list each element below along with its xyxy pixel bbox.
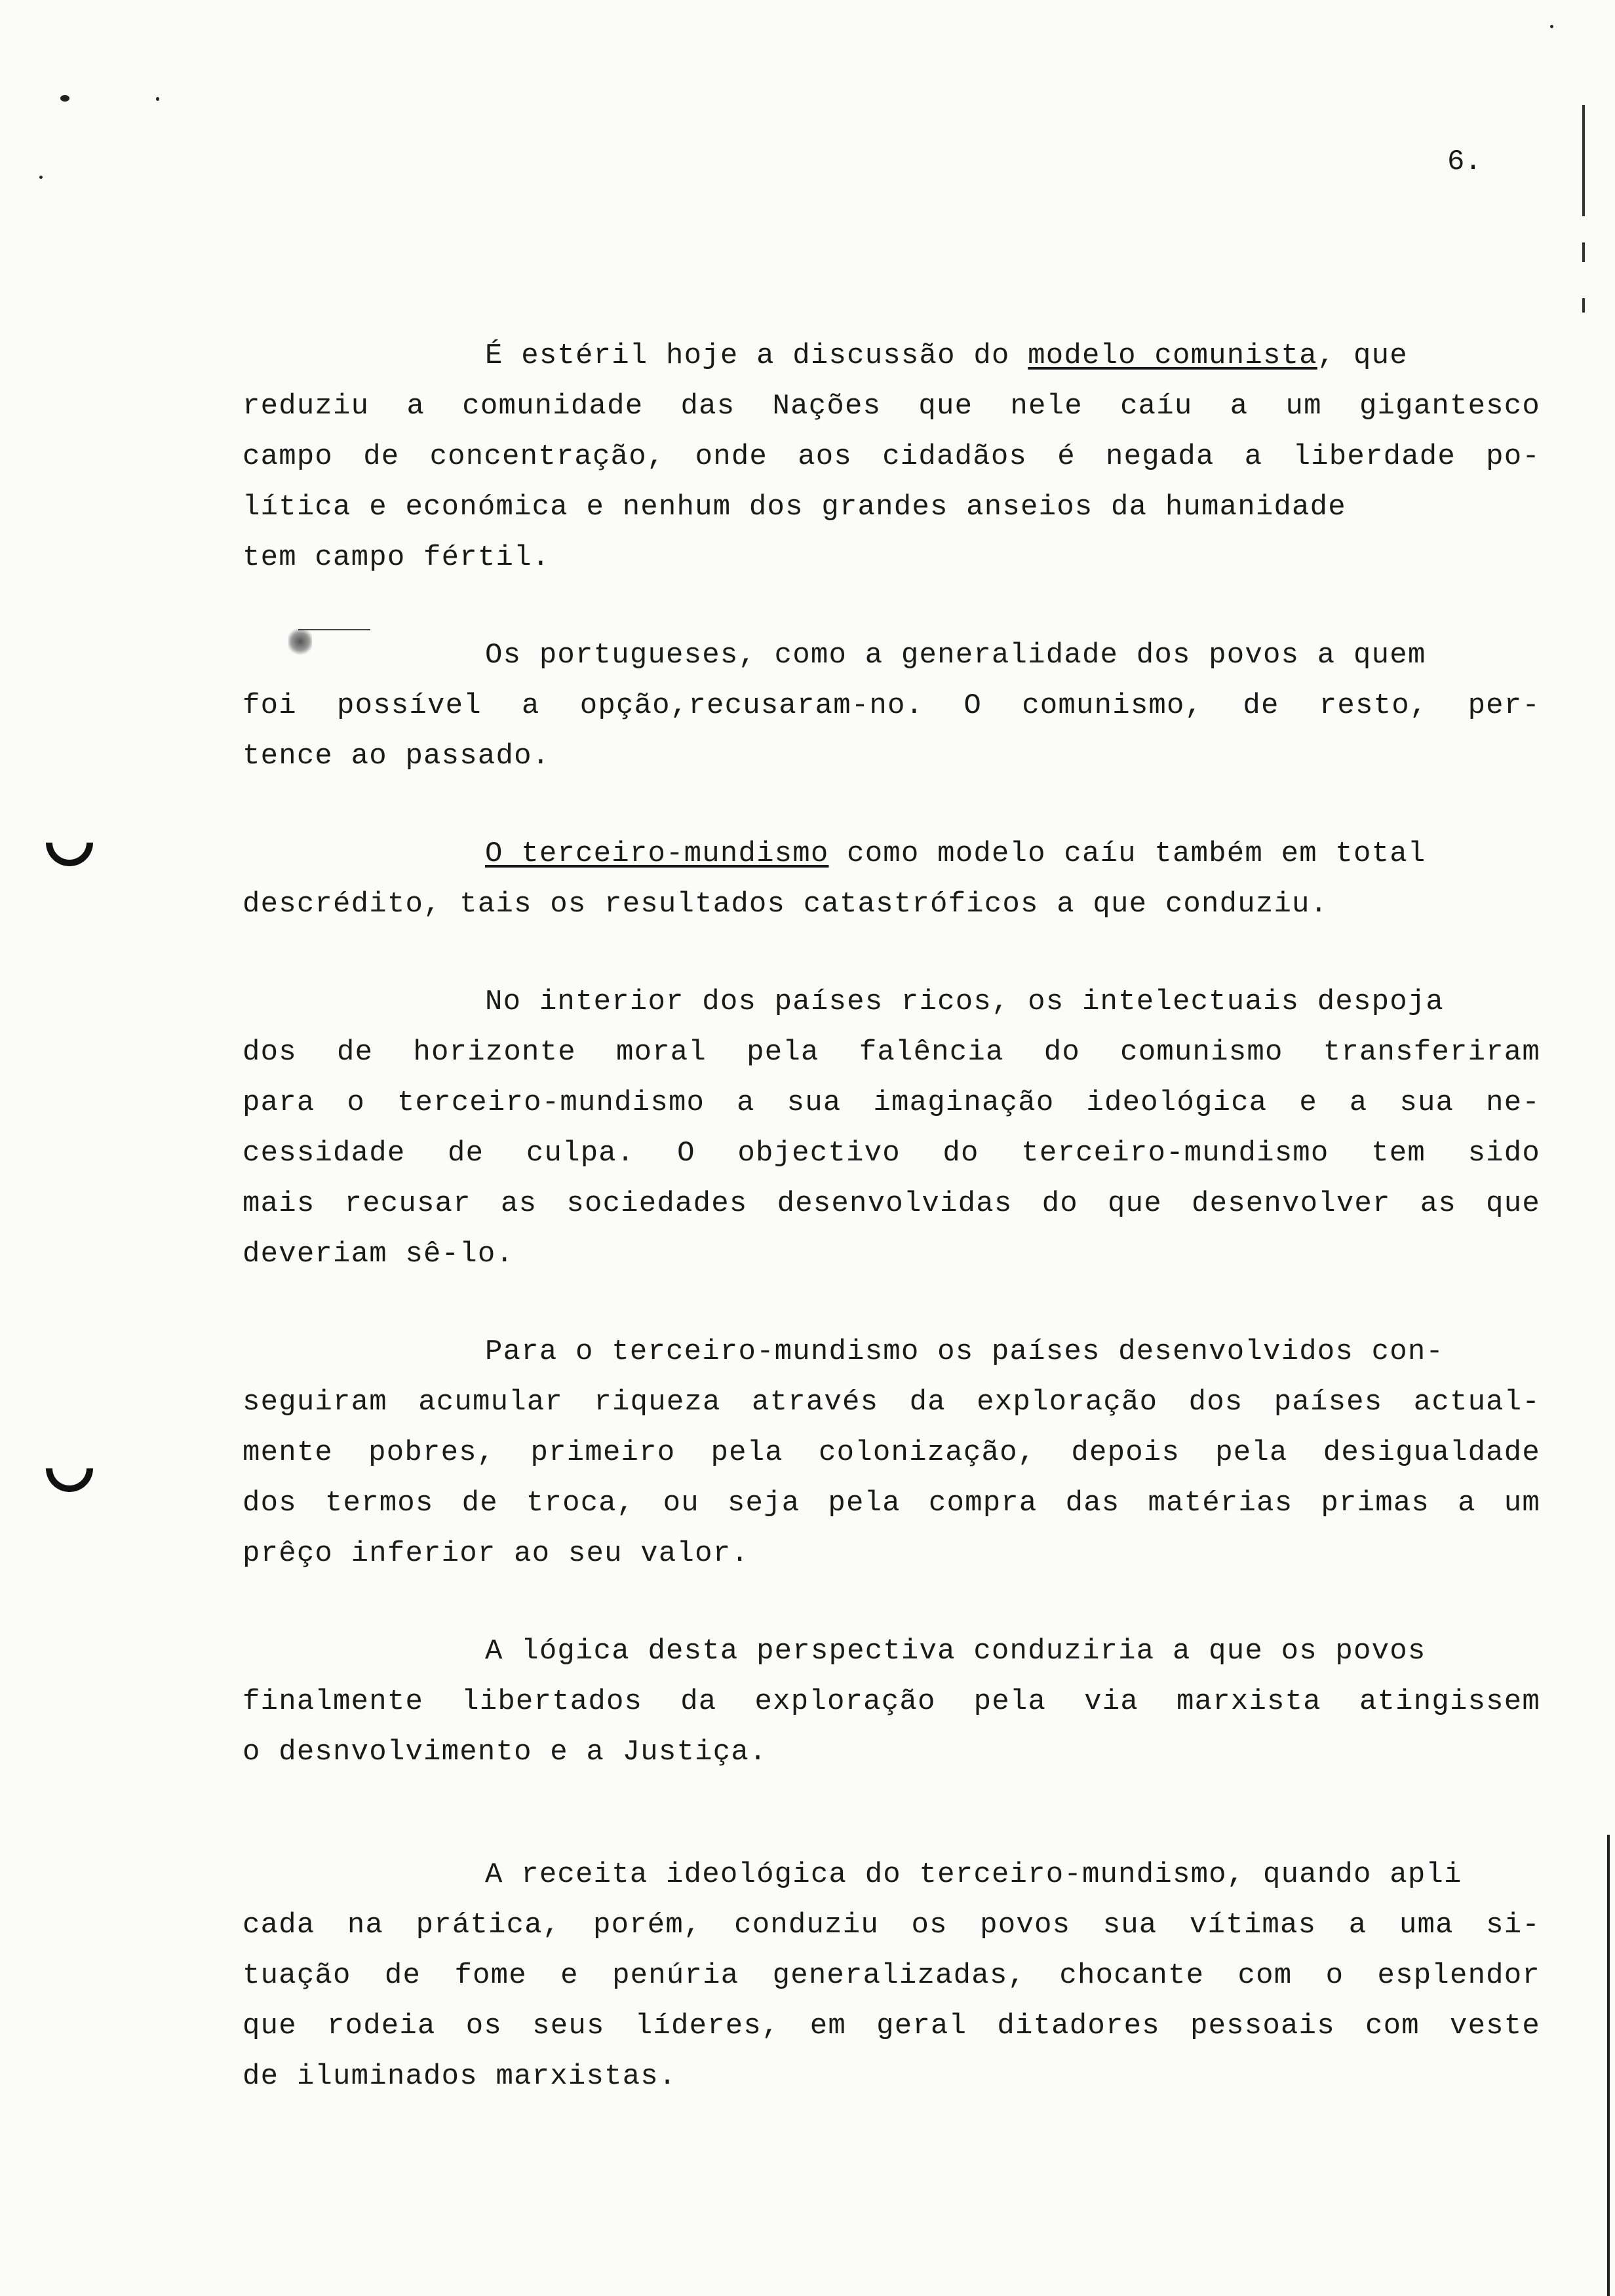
text-line: cada na prática, porém, conduziu os povos sua vítimas a uma si- <box>243 1909 1540 1942</box>
text-line: para o terceiro-mundismo a sua imaginação ideológica e a sua ne- <box>243 1086 1540 1119</box>
text-line: Os portugueses, como a generalidade dos povos a quem <box>485 639 1426 672</box>
scan-border-mark <box>1582 298 1585 313</box>
underlined-term: O terceiro-mundismo <box>485 837 829 870</box>
text-line: tem campo fértil. <box>243 541 551 574</box>
text-line: A lógica desta perspectiva conduziria a que os povos <box>485 1635 1426 1668</box>
text-line: lítica e económica e nenhum dos grandes anseios da humanidade <box>243 491 1346 524</box>
punch-hole-mark <box>36 1435 103 1502</box>
scan-speck <box>60 95 69 102</box>
text-line: foi possível a opção,recusaram-no. O comunismo, de resto, per- <box>243 689 1540 722</box>
text-line: descrédito, tais os resultados catastróficos a que conduziu. <box>243 888 1329 921</box>
text-line: dos de horizonte moral pela falência do comunismo transferiram <box>243 1036 1540 1069</box>
punch-hole-mark <box>36 809 103 876</box>
text-line: tence ao passado. <box>243 740 551 773</box>
text-line: de iluminados marxistas. <box>243 2060 677 2093</box>
paragraph <box>243 977 1540 1280</box>
scan-border-mark <box>1582 105 1585 216</box>
document-body <box>243 331 1540 2149</box>
text-line: campo de concentração, onde aos cidadãos é negada a liberdade po- <box>243 440 1540 473</box>
text-line: mente pobres, primeiro pela colonização, depois pela desigualdade <box>243 1436 1540 1469</box>
text-line: dos termos de troca, ou seja pela compra das matérias primas a um <box>243 1487 1540 1520</box>
scan-speck <box>39 176 43 179</box>
scan-speck <box>1550 25 1553 28</box>
underlined-term: modelo comunista <box>1028 339 1317 372</box>
paragraph <box>243 829 1540 930</box>
paragraph <box>243 1327 1540 1579</box>
scan-border-right <box>1607 1835 1610 2296</box>
page-number: 6. <box>1447 145 1482 178</box>
text-line: finalmente libertados da exploração pela via marxista atingissem <box>243 1685 1540 1718</box>
paragraph <box>243 331 1540 583</box>
scan-border-mark <box>1582 242 1585 262</box>
text-line: o desnvolvimento e a Justiça. <box>243 1736 768 1769</box>
text-line: Para o terceiro-mundismo os países desenvolvidos con- <box>485 1335 1445 1368</box>
text-line: A receita ideológica do terceiro-mundismo, quando apli <box>485 1858 1462 1891</box>
text-line: que rodeia os seus líderes, em geral ditadores pessoais com veste <box>243 2010 1540 2042</box>
text-line: reduziu a comunidade das Nações que nele caíu a um gigantesco <box>243 390 1540 423</box>
text-line: No interior dos países ricos, os intelectuais despoja <box>485 985 1445 1018</box>
text-line: deveriam sê-lo. <box>243 1238 515 1271</box>
text-line: O terceiro-mundismo como modelo caíu também em total <box>485 837 1426 870</box>
text-line: seguiram acumular riqueza através da exploração dos países actual- <box>243 1386 1540 1419</box>
text-line: prêço inferior ao seu valor. <box>243 1537 749 1570</box>
paragraph <box>243 1850 1540 2102</box>
paragraph <box>243 1626 1540 1778</box>
text-line: É estéril hoje a discussão do modelo comunista, que <box>485 339 1408 372</box>
scan-speck <box>156 97 159 101</box>
text-line: cessidade de culpa. O objectivo do terceiro-mundismo tem sido <box>243 1137 1540 1170</box>
text-line: tuação de fome e penúria generalizadas, chocante com o esplendor <box>243 1959 1540 1992</box>
text-line: mais recusar as sociedades desenvolvidas do que desenvolver as que <box>243 1187 1540 1220</box>
paragraph <box>243 630 1540 782</box>
